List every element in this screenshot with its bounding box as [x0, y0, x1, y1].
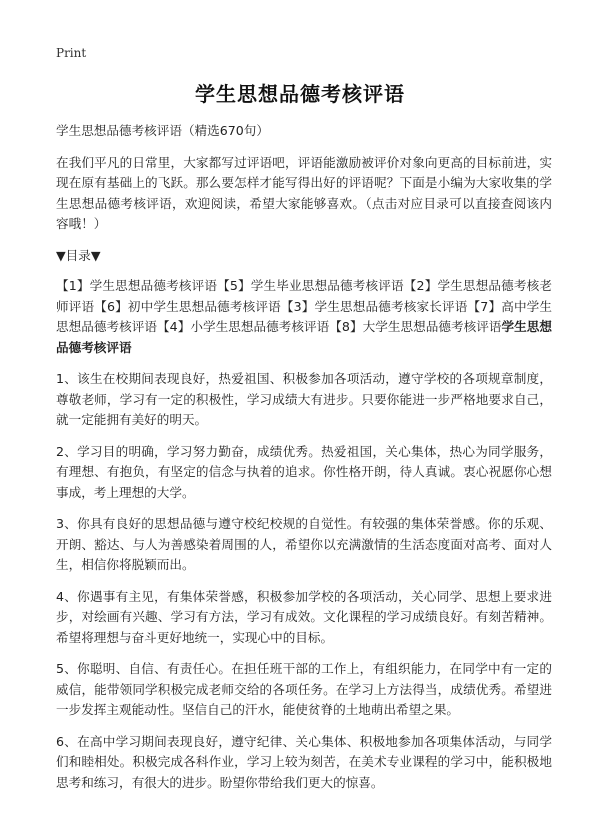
- toc-link-3[interactable]: 【3】学生思想品德考核家长评语: [280, 298, 468, 314]
- toc-link-5[interactable]: 【5】学生毕业思想品德考核评语: [217, 278, 404, 293]
- comment-paragraph: 4、你遇事有主见，有集体荣誉感，积极参加学校的各项活动，关心同学、思想上要求进步，对绘画有兴趣、学习有方法，学习有成效。文化课程的学习成绩良好。有刻苦精神。希望将理想与奋斗更好地统一，实现心中的目标。: [56, 588, 552, 645]
- page-title: 学生思想品德考核评语: [195, 82, 405, 106]
- toc-link-4[interactable]: 【4】小学生思想品德考核评语: [157, 319, 330, 334]
- table-of-contents: [56, 276, 552, 358]
- toc-link-6[interactable]: 【6】初中学生思想品德考核评语: [94, 298, 281, 314]
- print-link[interactable]: Print: [56, 46, 87, 60]
- intro-paragraph: 在我们平凡的日常里，大家都写过评语吧，评语能激励被评价对象向更高的目标前进，实现在原有基础上的飞跃。那么要怎样才能写得出好的评语呢？下面是小编为大家收集的学生思想品德考核评语，欢迎阅读，希望大家能够喜欢。（点击对应目录可以直接查阅该内容哦！）: [56, 154, 552, 231]
- toc-link-2[interactable]: 【2】学生思想品德考核老师评语: [56, 278, 553, 314]
- toc-link-1[interactable]: 【1】学生思想品德考核评语: [56, 278, 218, 293]
- comment-paragraph: 5、你聪明、自信、有责任心。在担任班干部的工作上，有组织能力，在同学中有一定的威信，能带领同学积极完成老师交给的各项任务。在学习上方法得当，成绩优秀。希望进一步发挥主观能动性。坚信自己的汗水，能使贫脊的土地萌出希望之果。: [56, 661, 552, 717]
- comment-paragraph: 3、你具有良好的思想品德与遵守校纪校规的自觉性。有较强的集体荣誉感。你的乐观、开朗、豁达、与人为善感染着周围的人，希望你以充满激情的生活态度面对高考、面对人生，相信你将脱颖而出。: [56, 516, 552, 572]
- comment-paragraph: 6、在高中学习期间表现良好，遵守纪律、关心集体、积极地参加各项集体活动，与同学们和睦相处。积极完成各科作业，学习上较为刻苦，在美术专业课程的学习中，能积极地思考和练习，有很大的进步。盼望你带给我们更大的惊喜。: [56, 733, 552, 790]
- comment-paragraph: 2、学习目的明确，学习努力勤奋，成绩优秀。热爱祖国，关心集体，热心为同学服务，有理想、有抱负，有坚定的信念与执着的追求。你性格开朗，待人真诚。衷心祝愿你心想事成，考上理想的大学。: [56, 443, 552, 500]
- toc-link-8[interactable]: 【8】大学生思想品德考核评语: [329, 319, 502, 334]
- toc-header: ▼目录▼: [56, 247, 101, 263]
- article-body: [56, 121, 552, 804]
- section-heading: 学生思想品德考核评语: [56, 319, 553, 355]
- article-subtitle: 学生思想品德考核评语（精选670句）: [56, 123, 269, 138]
- comment-paragraph: 1、该生在校期间表现良好，热爱祖国、积极参加各项活动，遵守学校的各项规章制度，尊敬老师，学习有一定的积极性，学习成绩大有进步。只要你能进一步严格地要求自己，就一定能拥有美好的明天。: [56, 371, 552, 427]
- toc-link-7[interactable]: 【7】高中学生思想品德考核评语: [56, 298, 553, 334]
